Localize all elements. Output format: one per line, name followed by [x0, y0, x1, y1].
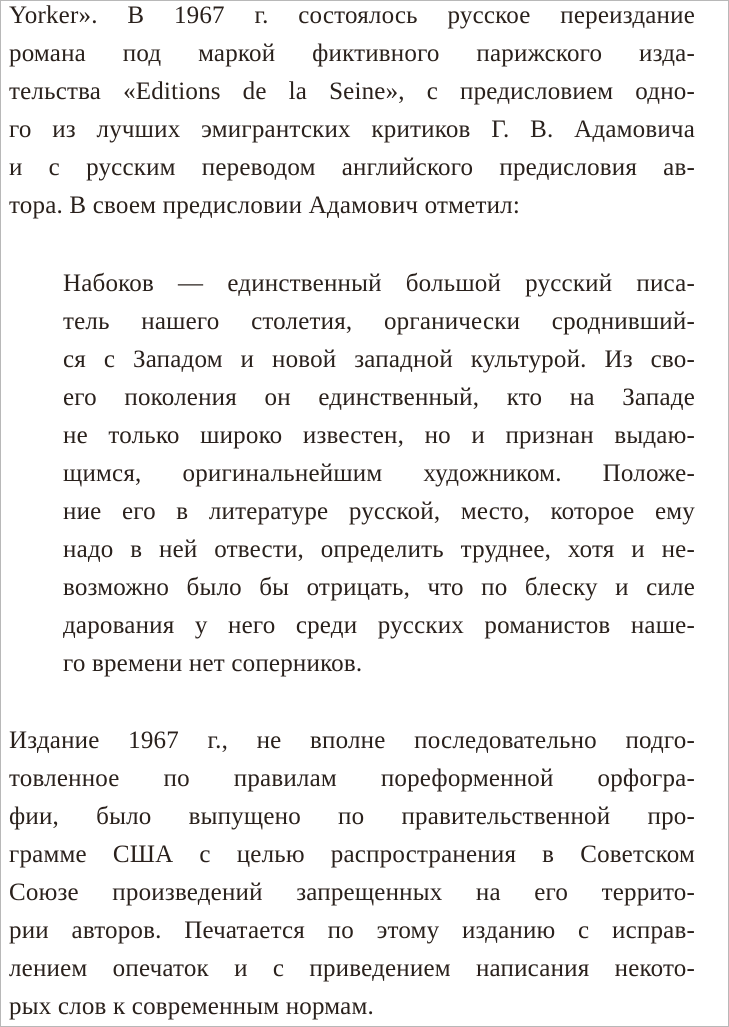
text-line: и с русским переводом английского предисловия ав-	[9, 154, 695, 181]
quote-line: возможно было бы отрицать, что по блеску и силе	[63, 574, 695, 601]
text-line: фии, было выпущено по правительственной про-	[9, 803, 695, 830]
quote-line: ся с Западом и новой западной культурой. Из сво-	[63, 346, 695, 373]
quote-line: тель нашего столетия, органически сроднивший-	[63, 308, 695, 335]
text-line: Союзе произведений запрещенных на его террито-	[9, 879, 695, 906]
text-line: рии авторов. Печатается по этому изданию с исправ-	[9, 917, 695, 944]
text-line: рых слов к современным нормам.	[9, 993, 374, 1020]
text-line: лением опечаток и с приведением написания некото-	[9, 955, 695, 982]
text-line: романа под маркой фиктивного парижского изда-	[9, 40, 695, 67]
text-line: тора. В своем предисловии Адамович отметил:	[9, 192, 520, 219]
quote-line: его поколения он единственный, кто на Западе	[63, 384, 695, 411]
paragraph-intro	[9, 0, 695, 225]
block-quote	[63, 265, 695, 683]
text-line: тельства «Editions de la Seine», с предисловием одно-	[9, 78, 695, 105]
text-line: го из лучших эмигрантских критиков Г. В. Адамовича	[9, 116, 695, 143]
text-line: товленное по правилам пореформенной орфогра-	[9, 765, 695, 792]
paragraph-edition-note	[9, 722, 695, 1026]
text-line: Издание 1967 г., не вполне последовательно подго-	[9, 727, 695, 754]
quote-line: не только широко известен, но и признан выдаю-	[63, 422, 695, 449]
text-line: грамме США с целью распространения в Советском	[9, 841, 695, 868]
quote-line: щимся, оригинальнейшим художником. Положе-	[63, 460, 695, 487]
quote-line: дарования у него среди русских романистов наше-	[63, 612, 695, 639]
quote-line: го времени нет соперников.	[63, 650, 363, 677]
quote-line: Набоков — единственный большой русский писа-	[63, 270, 695, 297]
text-line: Yorker». В 1967 г. состоялось русское переиздание	[9, 2, 695, 29]
quote-line: надо в ней отвести, определить труднее, хотя и не-	[63, 536, 695, 563]
quote-line: ние его в литературе русской, место, которое ему	[63, 498, 695, 525]
